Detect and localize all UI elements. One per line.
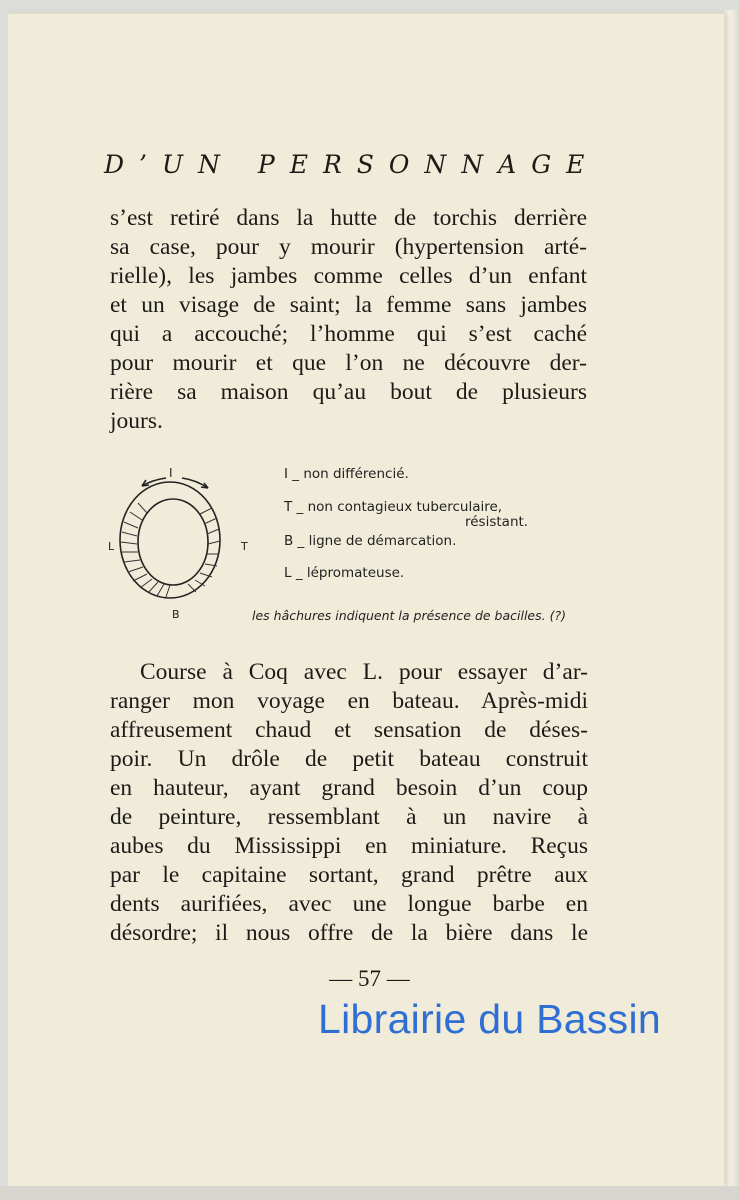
text-line: qui a accouché; l’homme qui s’est caché (110, 321, 587, 347)
paragraph-1 (110, 204, 587, 436)
text-line: pour mourir et que l’on ne découvre der- (110, 350, 587, 376)
text-line: poir. Un drôle de petit bateau construit (110, 746, 588, 772)
label-bottom: B (172, 608, 180, 621)
text-line: affreusement chaud et sensation de déses- (110, 717, 588, 743)
text-line: et un visage de saint; la femme sans jambes (110, 292, 587, 318)
text-line: Course à Coq avec L. pour essayer d’ar- (140, 659, 588, 685)
text-line: ranger mon voyage en bateau. Après-midi (110, 688, 588, 714)
watermark: Librairie du Bassin (318, 996, 661, 1042)
legend-i: I _ non différencié. (284, 466, 409, 482)
inner-ring (138, 499, 208, 585)
label-left: L (108, 540, 115, 553)
legend-b: B _ ligne de démarcation. (284, 533, 457, 549)
text-line: rière sa maison qu’au bout de plusieurs (110, 379, 587, 405)
text-line: désordre; il nous offre de la bière dans le (110, 920, 588, 946)
page-edge (724, 10, 739, 1190)
text-line: dents aurifiées, avec une longue barbe en (110, 891, 588, 917)
running-header: D’UN PERSONNAGE (104, 150, 600, 179)
background-strip (0, 1186, 739, 1200)
text-line: sa case, pour y mourir (hypertension arté- (110, 234, 587, 260)
text-line: de peinture, ressemblant à un navire à (110, 804, 588, 830)
paragraph-2 (110, 658, 588, 948)
text-line: rielle), les jambes comme celles d’un enfant (110, 263, 587, 289)
legend-t-cont: résistant. (465, 514, 529, 530)
legend-t: T _ non contagieux tuberculaire, (284, 499, 503, 515)
text-line: jours. (110, 408, 163, 434)
text-line: aubes du Mississippi en miniature. Reçus (110, 833, 588, 859)
label-right: T (241, 540, 248, 553)
page-number: — 57 — (329, 966, 410, 991)
text-line: s’est retiré dans la hutte de torchis derrière (110, 205, 587, 231)
label-top: I (169, 466, 173, 480)
leprosy-diagram (100, 462, 260, 612)
text-line: en hauteur, ayant grand besoin d’un coup (110, 775, 588, 801)
text-line: par le capitaine sortant, grand prêtre aux (110, 862, 588, 888)
legend-l: L _ lépromateuse. (284, 565, 405, 581)
hatch-note: les hâchures indiquent la présence de bacilles. (?) (252, 608, 566, 623)
